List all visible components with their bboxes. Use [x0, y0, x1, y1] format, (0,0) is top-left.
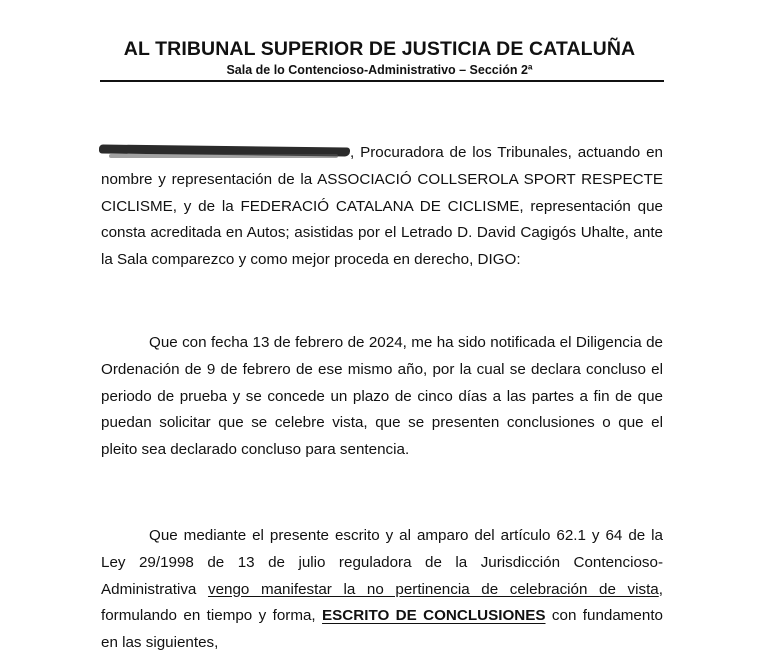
court-subtitle: Sala de lo Contencioso-Administrativo – Sección 2ª — [226, 63, 533, 77]
court-title: AL TRIBUNAL SUPERIOR DE JUSTICIA DE CATALUÑA — [123, 38, 636, 60]
paragraph-conclusions-text-middle: , formulando en tiempo y forma, — [101, 580, 663, 625]
underlined-statement: vengo manifestar la no pertinencia de celebración de vista — [207, 580, 659, 598]
paragraph-appearance — [101, 140, 663, 274]
conclusions-heading: ESCRITO DE CONCLUSIONES — [322, 607, 546, 625]
paragraph-notification — [101, 330, 663, 464]
paragraph-conclusions — [101, 523, 663, 657]
header-rule — [100, 80, 664, 82]
redacted-name — [101, 141, 350, 161]
redaction-mark — [101, 141, 350, 161]
paragraph-appearance-text: , Procuradora de los Tribunales, actuando en nombre y representación de la ASSOCIACIÓ COLLSEROLA SPORT RESPECTE CICLISME, y de la FEDERACIÓ CATALANA DE CICLISME, representación que consta acreditada en Autos; asistidas por el Letrado D. David Cagigós Uhalte, ante la Sala comparezco y como mejor proceda en derecho, DIGO: — [101, 144, 663, 269]
paragraph-conclusions-text-before: Que mediante el presente escrito y al amparo del artículo 62.1 y 64 de la Ley 29/1998 de 13 de julio reguladora de la Jurisdicción Contencioso-Administrativa — [101, 527, 663, 598]
paragraph-notification-text: Que con fecha 13 de febrero de 2024, me ha sido notificada el Diligencia de Ordenación de 9 de febrero de ese mismo año, por la cual se declara concluso el periodo de prueba y se concede un plazo de cinco días a las partes a fin de que puedan solicitar que se celebre vista, que se presenten conclusiones o que el pleito sea declarado concluso para sentencia. — [101, 334, 663, 459]
paragraph-conclusions-text-after: con fundamento en las siguientes, — [101, 607, 663, 652]
